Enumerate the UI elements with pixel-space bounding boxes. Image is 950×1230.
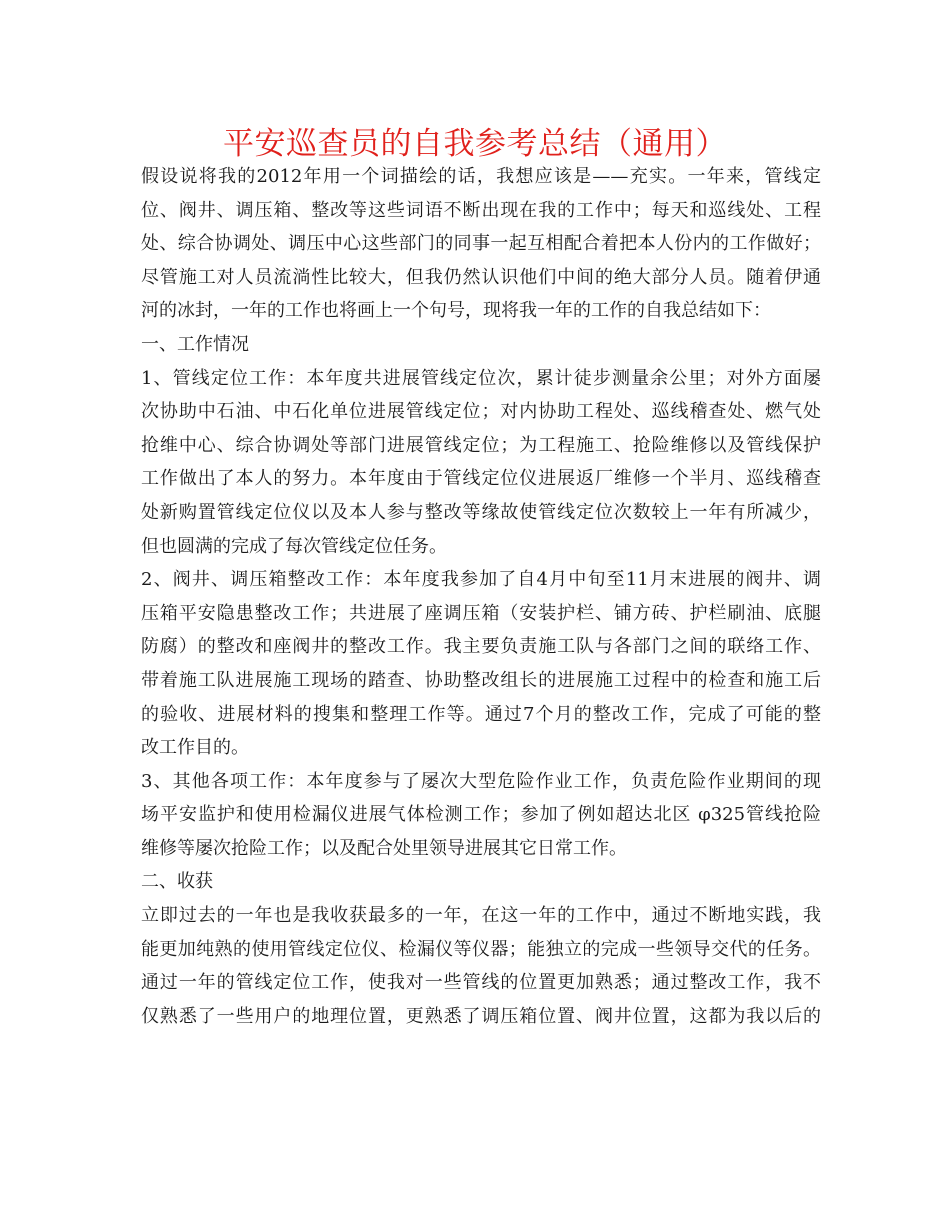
- text-line: 次协助中石油、中石化单位进展管线定位；对内协助工程处、巡线稽查处、燃气处: [141, 401, 821, 423]
- document-title: 平安巡查员的自我参考总结（通用）: [223, 126, 727, 162]
- text-line: 位、阀井、调压箱、整改等这些词语不断出现在我的工作中；每天和巡线处、工程: [141, 199, 821, 221]
- text-line: 仅熟悉了一些用户的地理位置，更熟悉了调压箱位置、阀井位置，这都为我以后的: [141, 1005, 821, 1027]
- text-line: 压箱平安隐患整改工作；共进展了座调压箱（安装护栏、铺方砖、护栏刷油、底腿: [141, 602, 821, 624]
- text-line: 处、综合协调处、调压中心这些部门的同事一起互相配合着把本人份内的工作做好；: [141, 233, 821, 255]
- text-line: 3、其他各项工作：本年度参与了屡次大型危险作业工作，负责危险作业期间的现: [141, 770, 821, 792]
- document-body: [141, 160, 821, 1033]
- text-line: 维修等屡次抢险工作；以及配合处里领导进展其它日常工作。: [141, 837, 627, 859]
- text-line: 立即过去的一年也是我收获最多的一年，在这一年的工作中，通过不断地实践，我: [141, 905, 821, 927]
- text-line: 1、管线定位工作：本年度共进展管线定位次，累计徒步测量余公里；对外方面屡: [141, 367, 821, 389]
- text-line: 2、阀井、调压箱整改工作：本年度我参加了自4月中旬至11月末进展的阀井、调: [141, 569, 821, 591]
- text-line: 能更加纯熟的使用管线定位仪、检漏仪等仪器；能独立的完成一些领导交代的任务。: [141, 938, 821, 960]
- text-line: 工作做出了本人的努力。本年度由于管线定位仪进展返厂维修一个半月、巡线稽查: [141, 468, 821, 490]
- text-line: 的验收、进展材料的搜集和整理工作等。通过7个月的整改工作，完成了可能的整: [141, 703, 821, 725]
- text-line: 假设说将我的2012年用一个词描绘的话，我想应该是——充实。一年来，管线定: [141, 166, 821, 187]
- text-line: 但也圆满的完成了每次管线定位任务。: [141, 535, 447, 557]
- text-line: 处新购置管线定位仪以及本人参与整改等缘故使管线定位次数较上一年有所减少，: [141, 501, 821, 523]
- text-line: 尽管施工对人员流淌性比较大，但我仍然认识他们中间的绝大部分人员。随着伊通: [141, 266, 821, 288]
- text-line: 防腐）的整改和座阀井的整改工作。我主要负责施工队与各部门之间的联络工作、: [141, 636, 821, 658]
- text-line: 场平安监护和使用检漏仪进展气体检测工作；参加了例如超达北区 φ325管线抢险: [141, 804, 821, 826]
- text-line: 河的冰封，一年的工作也将画上一个句号，现将我一年的工作的自我总结如下：: [141, 300, 771, 322]
- text-line: 带着施工队进展施工现场的踏查、协助整改组长的进展施工过程中的检查和施工后: [141, 669, 821, 691]
- text-line: 改工作目的。: [141, 737, 249, 759]
- text-line: 抢维中心、综合协调处等部门进展管线定位；为工程施工、抢险维修以及管线保护: [141, 434, 821, 456]
- section-heading: 二、收获: [141, 871, 213, 893]
- text-line: 通过一年的管线定位工作，使我对一些管线的位置更加熟悉；通过整改工作，我不: [141, 972, 821, 994]
- section-heading: 一、工作情况: [141, 333, 249, 355]
